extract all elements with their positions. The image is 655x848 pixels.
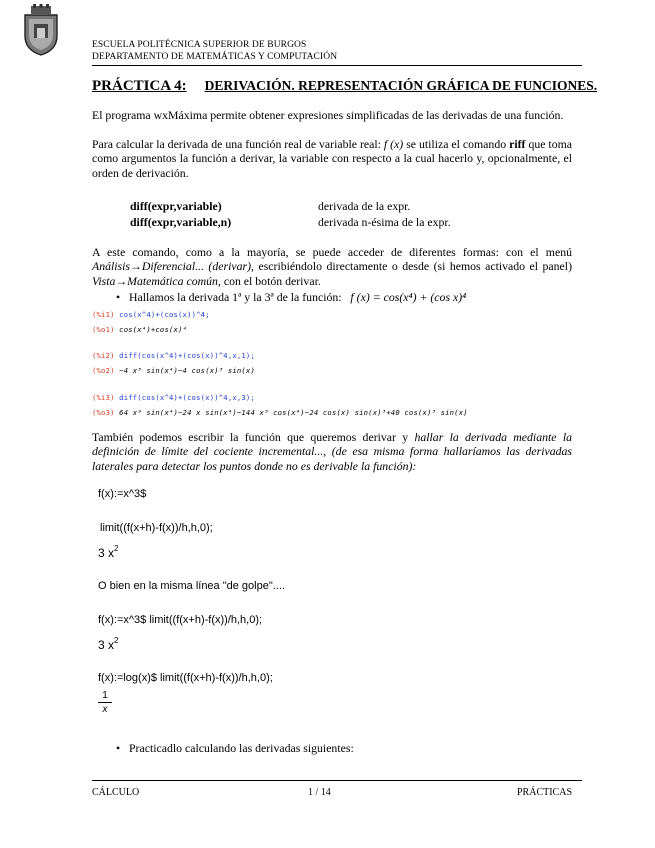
page-title [92, 78, 597, 95]
output-expression: cos(x⁴)+cos(x)⁴ [119, 325, 188, 334]
function-formula: f (x) = cos(x⁴) + (cos x)⁴ [350, 290, 467, 304]
session-line [92, 325, 187, 334]
limit-intro-paragraph: También podemos escribir la función que queremos derivar y hallar la derivada mediante la definición de límite del cociente incremental..., (de esa misma forma hallaríamos las derivadas laterales para detectar los puntos donde no es derivable la función): [92, 430, 572, 473]
output-tag: (%o3) [92, 408, 115, 417]
fx-formula: f (x) [383, 137, 404, 151]
input-tag: (%i3) [92, 393, 115, 402]
input-expression: diff(cos(x^4)+(cos(x))^4,x,1); [119, 351, 255, 360]
footer-rule [92, 780, 582, 781]
footer-right: PRÁCTICAS [517, 787, 573, 798]
intro-paragraph-2: Para calcular la derivada de una función real de variable real: f (x) se utiliza el comando riff que toma como argumentos la función a derivar, la variable con respecto a la cual hacerlo y, opcionalmente, el orden de derivación. [92, 137, 573, 180]
limit-input-2: limit((f(x+h)-f(x))/h,h,0); [100, 522, 213, 534]
fraction-denominator: x [102, 704, 108, 715]
practice-subject: DERIVACIÓN. REPRESENTACIÓN GRÁFICA DE FUNCIONES. [204, 78, 598, 93]
limit-note: O bien en la misma línea "de golpe".... [98, 580, 285, 592]
bullet-icon: • [116, 741, 121, 755]
menu-path-view: Vista→Matemática común, [92, 273, 221, 288]
menu-path-analysis: Análisis→Diferencial... (derivar), [92, 259, 254, 274]
input-tag: (%i2) [92, 351, 115, 360]
limit-input-3: f(x):=x^3$ limit((f(x+h)-f(x))/h,h,0); [98, 614, 263, 626]
session-line [92, 408, 468, 417]
intro-paragraph-1: El programa wxMáxima permite obtener expresiones simplificadas de las derivadas de una función. [92, 108, 564, 122]
output-expression: −4 x³ sin(x⁴)−4 cos(x)³ sin(x) [119, 366, 255, 375]
fraction-bar [98, 702, 112, 703]
command-syntax: diff(expr,variable,n) [130, 215, 232, 229]
limit-input-4: f(x):=log(x)$ limit((f(x+h)-f(x))/h,h,0); [98, 672, 273, 684]
department-name: DEPARTAMENTO DE MATEMÁTICAS Y COMPUTACIÓN [92, 52, 338, 62]
output-tag: (%o1) [92, 325, 115, 334]
command-desc: derivada de la expr. [318, 199, 411, 213]
limit-output-1: 3 $x^2$ [98, 544, 119, 560]
practice-number: PRÁCTICA 4: [92, 78, 187, 94]
bullet-icon: • [116, 290, 121, 304]
input-tag: (%i1) [92, 310, 115, 319]
access-paragraph: A este comando, como a la mayoría, se puede acceder de diferentes formas: con el menú Análisis→Diferencial... (derivar), escribiéndolo directamente o desde (si hemos activado el panel) Vista→Matemática común, con el botón derivar. [92, 245, 573, 288]
session-line [92, 310, 210, 319]
session-line [92, 351, 255, 360]
session-line [92, 366, 255, 375]
limit-output-3 [98, 690, 112, 715]
session-line [92, 393, 255, 402]
fraction-numerator: 1 [102, 690, 108, 701]
limit-output-2: 3 $x^2$ [98, 636, 119, 652]
command-desc: derivada n-ésima de la expr. [318, 215, 451, 229]
bullet-item: • Hallamos la derivada 1ª y la 3ª de la función: f (x) = cos(x⁴) + (cos x)⁴ [116, 290, 467, 304]
footer-left: CÁLCULO [92, 787, 140, 798]
output-tag: (%o2) [92, 366, 115, 375]
riff-command: riff [509, 137, 526, 151]
page-number: 1 / 14 [308, 787, 331, 798]
school-name: ESCUELA POLITÉCNICA SUPERIOR DE BURGOS [92, 40, 307, 50]
input-expression: cos(x^4)+(cos(x))^4; [119, 310, 210, 319]
output-expression: 64 x⁹ sin(x⁴)−24 x sin(x⁴)−144 x⁵ cos(x⁴)−24 cos(x) sin(x)³+40 cos(x)³ sin(x) [119, 408, 468, 417]
bullet-item: • Practicadlo calculando las derivadas siguientes: [116, 741, 354, 755]
input-expression: diff(cos(x^4)+(cos(x))^4,x,3); [119, 393, 255, 402]
header-rule [92, 65, 582, 66]
university-crest-icon [22, 4, 60, 56]
command-syntax: diff(expr,variable) [130, 199, 222, 213]
limit-input-1: f(x):=x^3$ [98, 488, 147, 500]
